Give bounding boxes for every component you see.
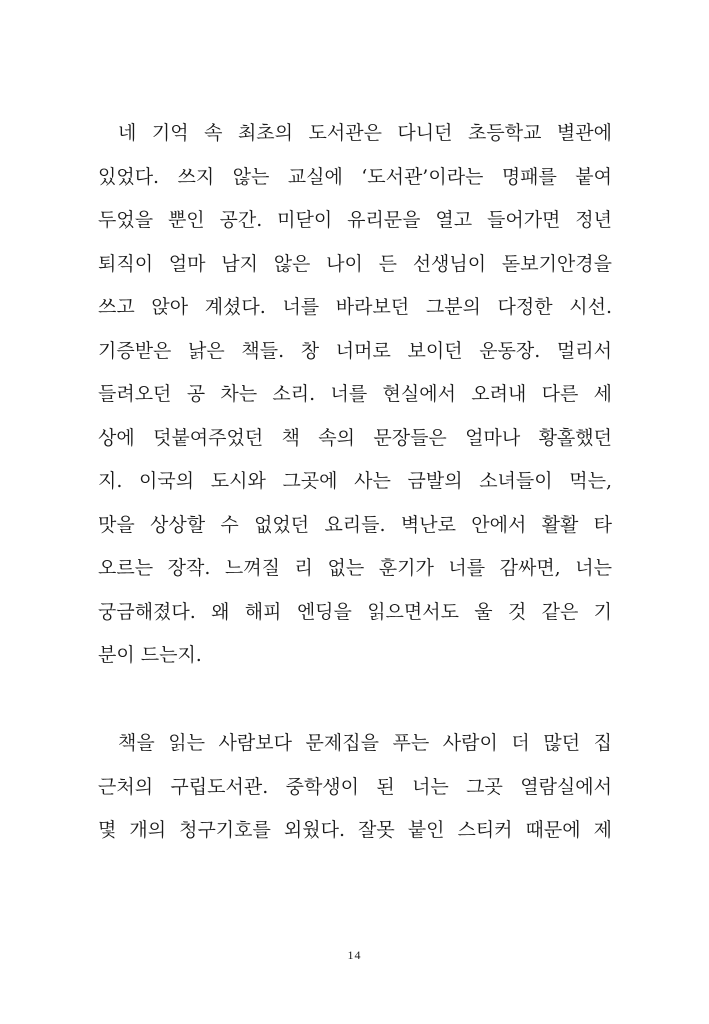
- text-line: 맛을 상상할 수 없었던 요리들. 벽난로 안에서 활활 타: [98, 513, 612, 536]
- page-number: 14: [347, 948, 362, 962]
- text-line: 들려오던 공 차는 소리. 너를 현실에서 오려내 다른 세: [98, 383, 612, 405]
- text-line: 기증받은 낡은 책들. 창 너머로 보이던 운동장. 멀리서: [98, 339, 612, 362]
- text-line: 근처의 구립도서관. 중학생이 된 너는 그곳 열람실에서: [98, 775, 612, 798]
- text-line: 있었다. 쓰지 않는 교실에 ‘도서관’이라는 명패를 붙여: [98, 165, 612, 188]
- text-line: 책을 읽는 사람보다 문제집을 푸는 사람이 더 많던 집: [118, 732, 612, 754]
- text-line: 상에 덧붙여주었던 책 속의 문장들은 얼마나 황홀했던: [98, 426, 612, 449]
- text-line: 네 기억 속 최초의 도서관은 다니던 초등학교 별관에: [118, 122, 612, 144]
- text-line: 퇴직이 얼마 남지 않은 나이 든 선생님이 돋보기안경을: [98, 252, 612, 275]
- text-line: 몇 개의 청구기호를 외웠다. 잘못 붙인 스티커 때문에 제: [98, 819, 612, 841]
- text-line: 두었을 뿐인 공간. 미닫이 유리문을 열고 들어가면 정년: [98, 209, 612, 231]
- paragraph-2: [98, 722, 612, 853]
- paragraph-1: [98, 112, 612, 678]
- text-line: 궁금해졌다. 왜 해피 엔딩을 읽으면서도 울 것 같은 기: [98, 600, 612, 623]
- text-line: 분이 드는지.: [98, 644, 202, 666]
- text-line: 쓰고 앉아 계셨다. 너를 바라보던 그분의 다정한 시선.: [98, 296, 612, 318]
- text-line: 지. 이국의 도시와 그곳에 사는 금발의 소녀들이 먹는,: [98, 470, 612, 492]
- text-line: 오르는 장작. 느껴질 리 없는 훈기가 너를 감싸면, 너는: [98, 557, 612, 579]
